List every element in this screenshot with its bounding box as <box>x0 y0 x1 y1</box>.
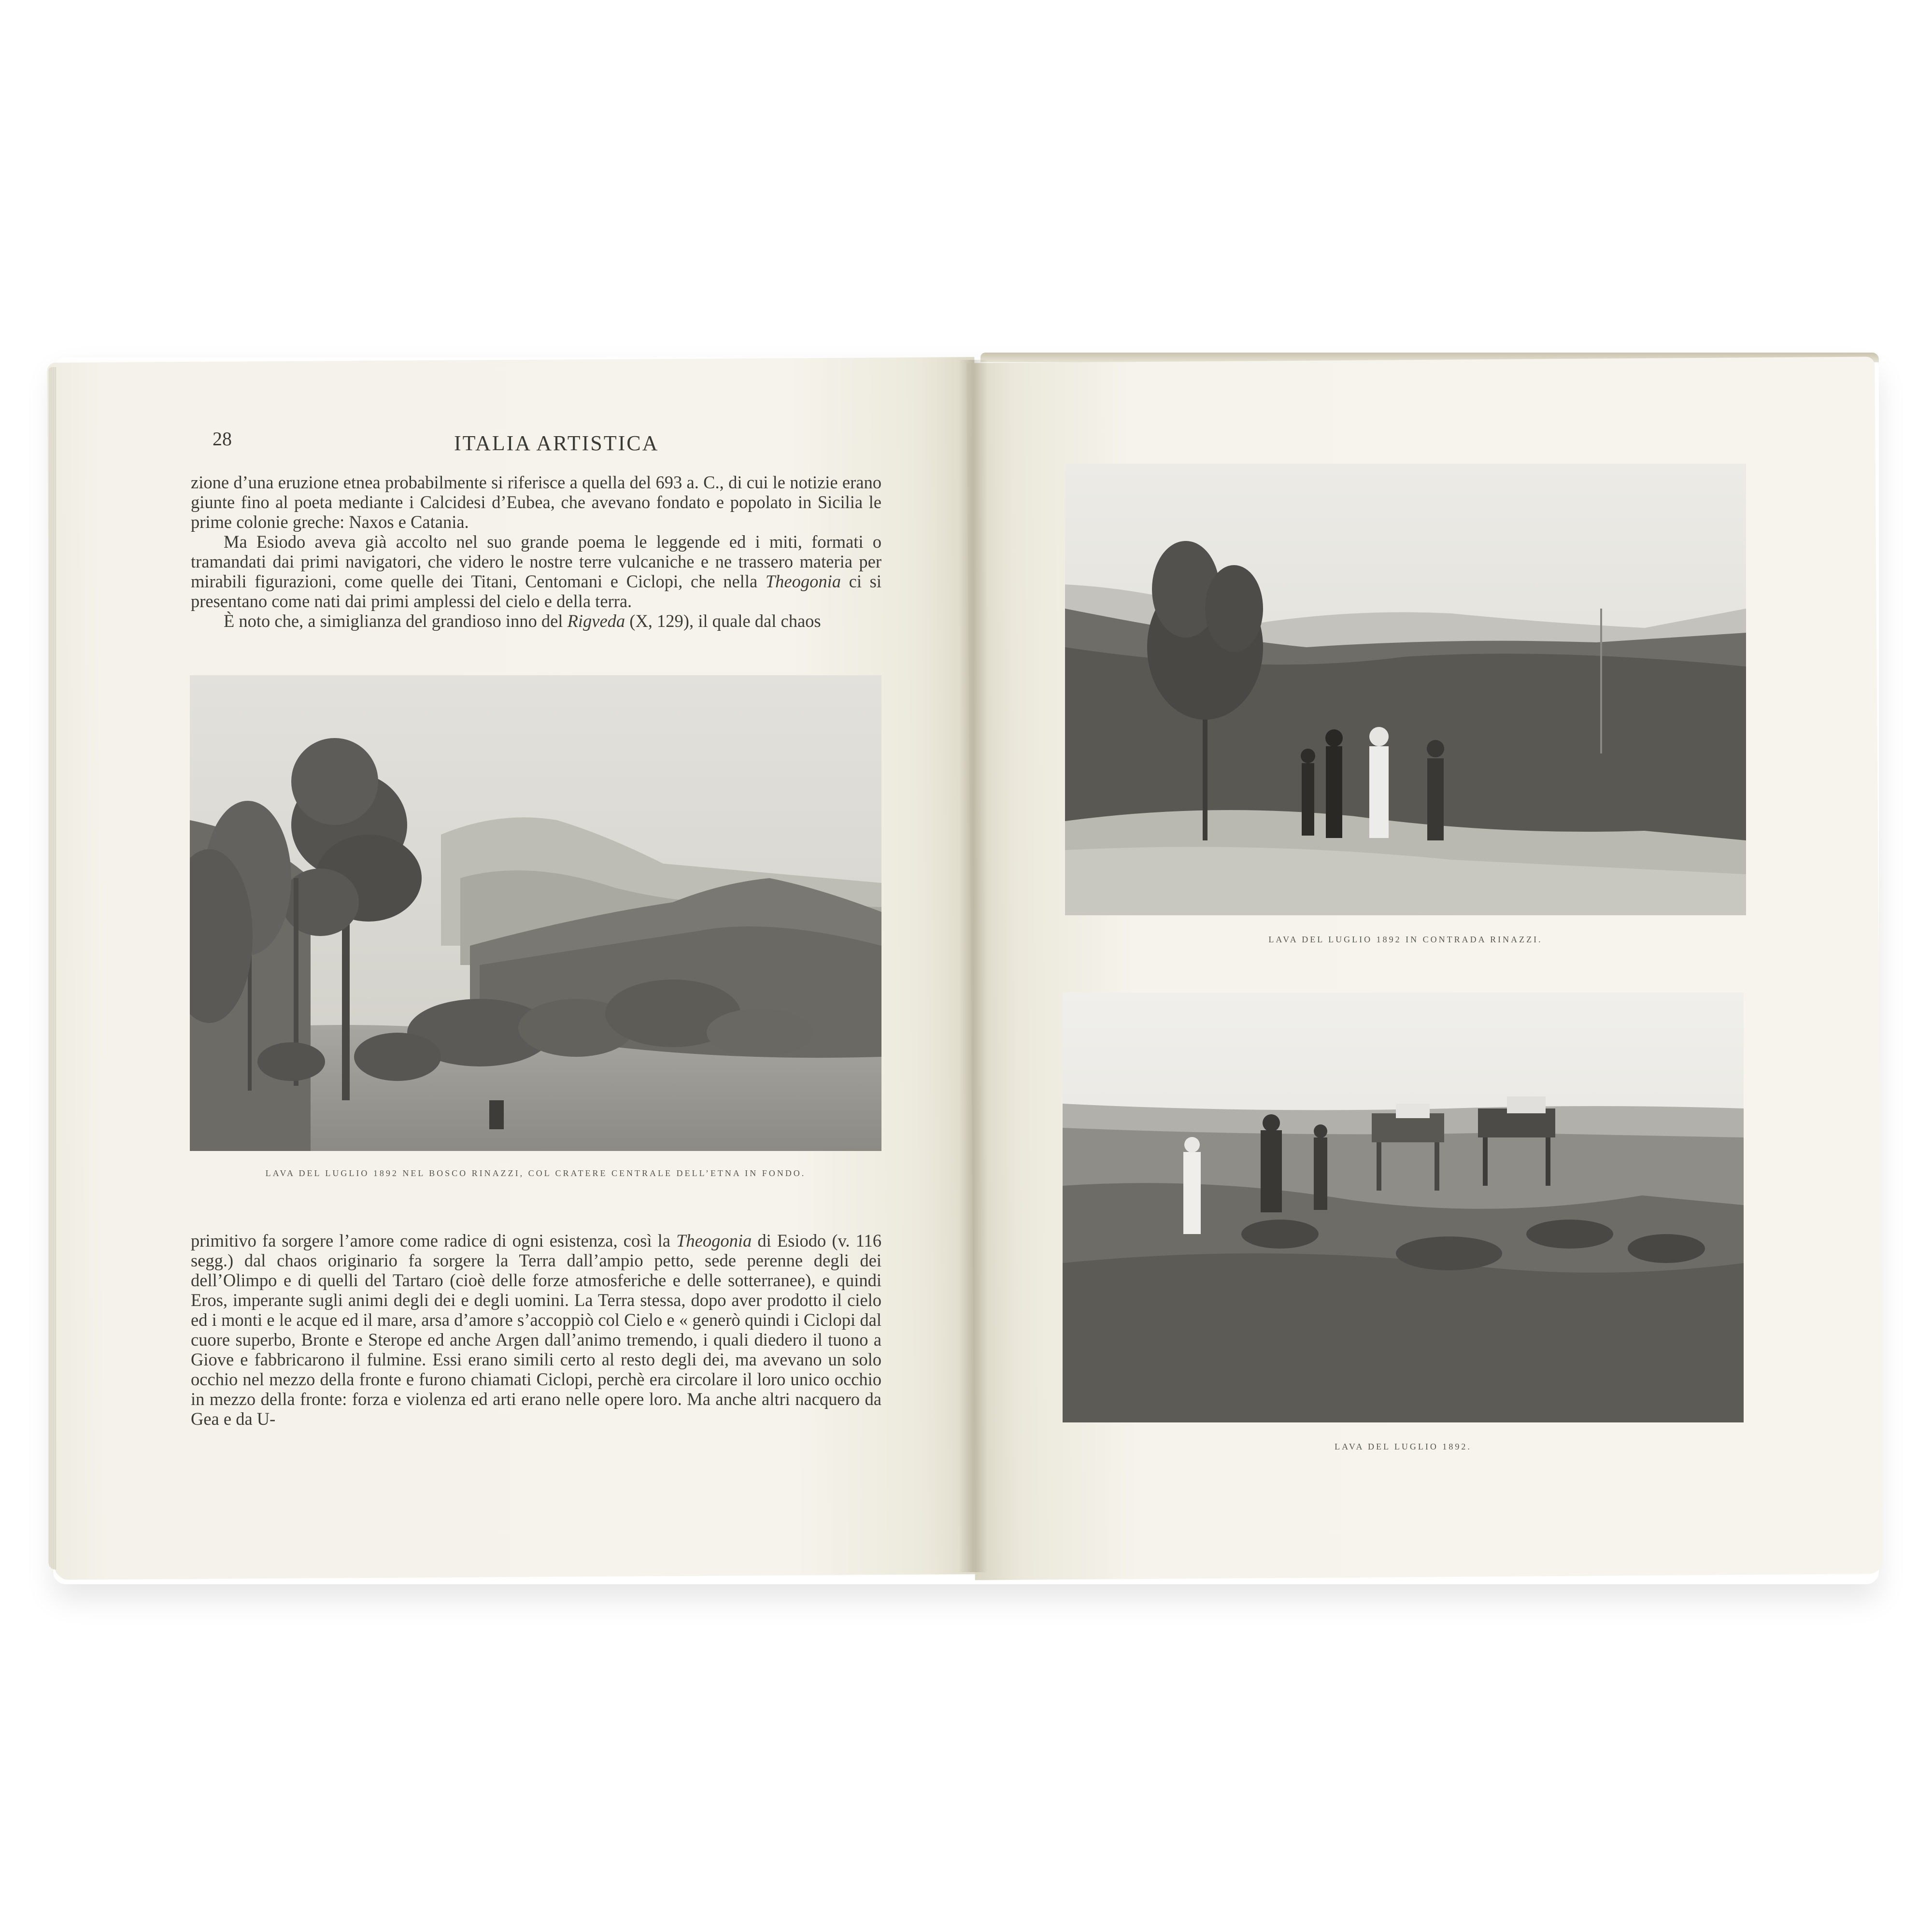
text-block-top <box>191 472 881 631</box>
photo-caption-left: LAVA DEL LUGLIO 1892 NEL BOSCO RINAZZI, COL CRATERE CENTRALE DELL’ETNA IN FONDO. <box>265 1168 806 1178</box>
page-number: 28 <box>213 428 232 450</box>
text-paragraph: zione d’una eruzione etnea probabilmente si riferisce a quella del 693 a. C., di cui le notizie erano giunte fino al poeta mediante i Calcidesi d’Eubea, che avevano fondato e popolato in Sicilia le prime colonie greche: Naxos e Catania. <box>191 472 881 532</box>
text-paragraph: Ma Esiodo aveva già accolto nel suo grande poema le leggende ed i miti, formati o tramandati dai primi navigatori, che videro le nostre terre vulcaniche e ne trassero materia per mirabili figurazioni, come quelle dei Titani, Centomani e Ciclopi, che nella Theogonia ci si presentano come nati dai primi amplessi del cielo e della terra. <box>191 532 882 611</box>
running-head: ITALIA ARTISTICA <box>454 431 659 455</box>
photo-lava-contrada-rinazzi <box>1065 464 1746 915</box>
text-paragraph: primitivo fa sorgere l’amore come radice di ogni esistenza, così la Theogonia di Esiodo (v. 116 segg.) dal chaos originario fa sorgere la Terra dall’ampio petto, sede perenne degli dei dell’Olimpo e di quelli del Tartaro (cioè delle forze atmosferiche e delle sotterranee), e quindi Eros, imperante sugli animi degli dei e degli uomini. La Terra stessa, dopo aver prodotto il cielo ed i monti e le acque ed il mare, arsa d’amore s’accoppiò col Cielo e « generò quindi i Ciclopi dal cuore superbo, Bronte e Sterope ed anche Argen dall’animo tremendo, i quali diedero il tuono a Giove e fabbricarono il fulmine. Essi erano simili certo al resto degli dei, ma avevano un solo occhio nel mezzo della fronte e furono chiamati Ciclopi, perchè era circolare il loro unico occhio in mezzo della fronte: forza e violenza ed arti erano nelle opere loro. Ma anche altri nacquero da Gea e da U- <box>191 1231 882 1429</box>
photo-caption-right-top: LAVA DEL LUGLIO 1892 IN CONTRADA RINAZZI. <box>1268 935 1543 944</box>
book-gutter <box>959 360 988 1572</box>
photo-lava-bosco-rinazzi <box>190 675 881 1151</box>
text-paragraph: È noto che, a simiglianza del grandioso inno del Rigveda (X, 129), il quale dal chaos <box>224 611 821 631</box>
page-stack-left-edge <box>48 367 56 1570</box>
text-block-bottom <box>191 1231 881 1429</box>
photo-lava-luglio-1892 <box>1063 993 1744 1422</box>
photo-caption-right-bottom: LAVA DEL LUGLIO 1892. <box>1335 1442 1472 1451</box>
